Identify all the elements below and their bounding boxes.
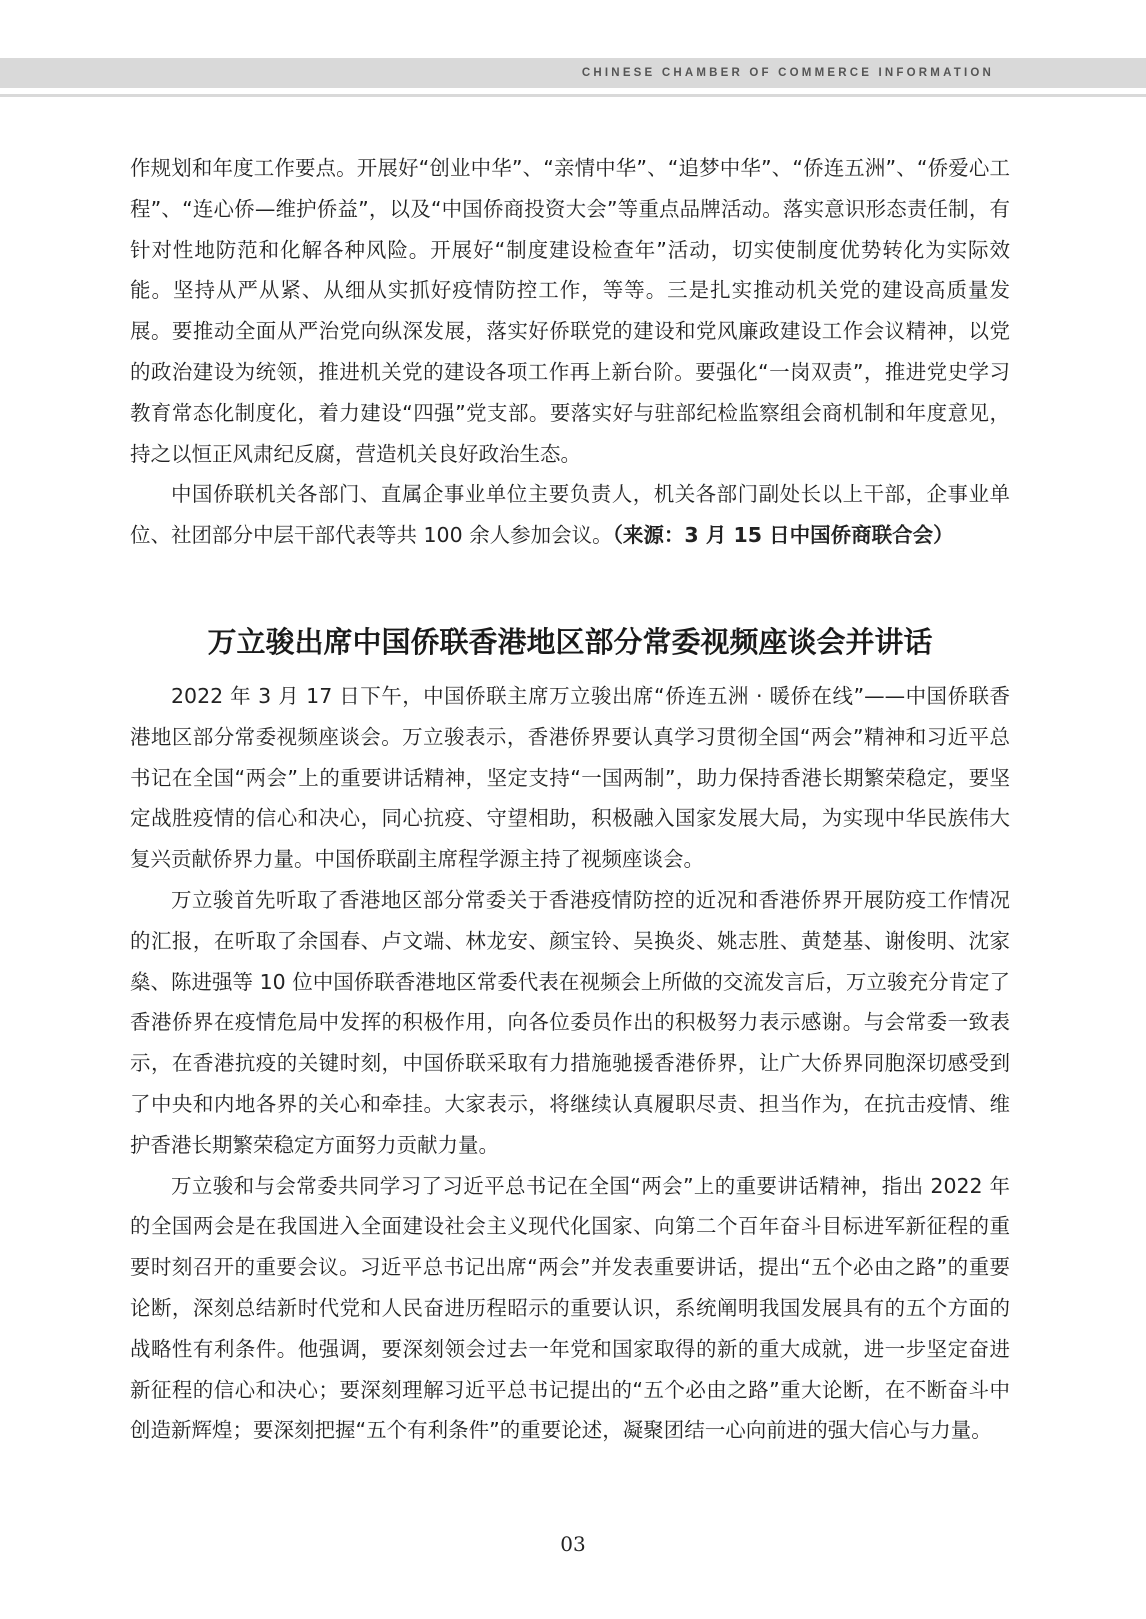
page-content xyxy=(130,148,1010,1451)
source-note: （来源：3 月 15 日中国侨商联合会） xyxy=(612,523,954,548)
article-title: 万立骏出席中国侨联香港地区部分常委视频座谈会并讲话 xyxy=(207,624,933,659)
page-number: 03 xyxy=(560,1532,586,1556)
attendees-paragraph xyxy=(130,474,1010,556)
attendees-text: 中国侨联机关各部门、直属企事业单位主要负责人，机关各部门副处长以上干部，企事业单位、社团部分中层干部代表等共 100 余人参加会议。 xyxy=(130,482,1010,548)
article-paragraph: 2022 年 3 月 17 日下午，中国侨联主席万立骏出席“侨连五洲 · 暖侨在线”——中国侨联香港地区部分常委视频座谈会。万立骏表示，香港侨界要认真学习贯彻全国“两会”精神和习近平总书记在全国“两会”上的重要讲话精神，坚定支持“一国两制”，助力保持香港长期繁荣稳定，要坚定战胜疫情的信心和决心，同心抗疫、守望相助，积极融入国家发展大局，为实现中华民族伟大复兴贡献侨界力量。中国侨联副主席程学源主持了视频座谈会。 xyxy=(130,683,1010,872)
article-paragraph: 万立骏和与会常委共同学习了习近平总书记在全国“两会”上的重要讲话精神，指出 2022 年的全国两会是在我国进入全面建设社会主义现代化国家、向第二个百年奋斗目标进军新征程的重要时刻召开的重要会议。习近平总书记出席“两会”并发表重要讲话，提出“五个必由之路”的重要论断，深刻总结新时代党和人民奋进历程昭示的重要认识，系统阐明我国发展具有的五个方面的战略性有利条件。他强调，要深刻领会过去一年党和国家取得的新的重大成就，进一步坚定奋进新征程的信心和决心；要深刻理解习近平总书记提出的“五个必由之路”重大论断，在不断奋斗中创造新辉煌；要深刻把握“五个有利条件”的重要论述，凝聚团结一心向前进的强大信心与力量。 xyxy=(130,1173,1010,1443)
header-rule xyxy=(0,94,1146,97)
article-paragraph: 万立骏首先听取了香港地区部分常委关于香港疫情防控的近况和香港侨界开展防疫工作情况的汇报，在听取了余国春、卢文端、林龙安、颜宝铃、吴换炎、姚志胜、黄楚基、谢俊明、沈家燊、陈进强等 10 位中国侨联香港地区常委代表在视频会上所做的交流发言后，万立骏充分肯定了香港侨界在疫情危局中发挥的积极作用，向各位委员作出的积极努力表示感谢。与会常委一致表示，在香港抗疫的关键时刻，中国侨联采取有力措施驰援香港侨界，让广大侨界同胞深切感受到了中央和内地各界的关心和牵挂。大家表示，将继续认真履职尽责、担当作为，在抗击疫情、维护香港长期繁荣稳定方面努力贡献力量。 xyxy=(130,887,1010,1157)
intro-paragraph: 作规划和年度工作要点。开展好“创业中华”、“亲情中华”、“追梦中华”、“侨连五洲”、“侨爱心工程”、“连心侨—维护侨益”，以及“中国侨商投资大会”等重点品牌活动。落实意识形态责任制，有针对性地防范和化解各种风险。开展好“制度建设检查年”活动，切实使制度优势转化为实际效能。坚持从严从紧、从细从实抓好疫情防控工作，等等。三是扎实推动机关党的建设高质量发展。要推动全面从严治党向纵深发展，落实好侨联党的建设和党风廉政建设工作会议精神，以党的政治建设为统领，推进机关党的建设各项工作再上新台阶。要强化“一岗双责”，推进党史学习教育常态化制度化，着力建设“四强”党支部。要落实好与驻部纪检监察组会商机制和年度意见，持之以恒正风肃纪反腐，营造机关良好政治生态。 xyxy=(130,156,1010,466)
publication-name: CHINESE CHAMBER OF COMMERCE INFORMATION xyxy=(581,67,994,79)
